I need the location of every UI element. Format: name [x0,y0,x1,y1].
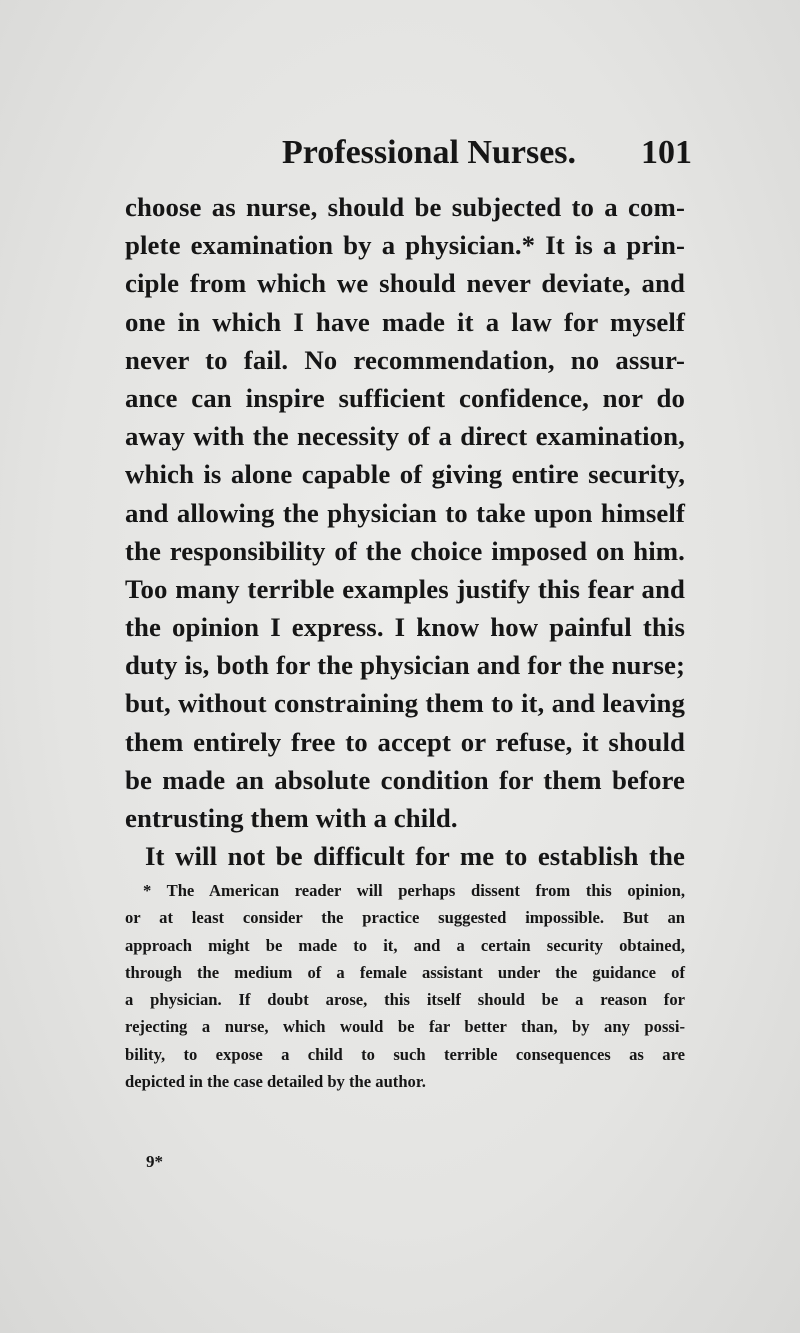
text-line: entrusting them with a child. [125,803,458,833]
text-line: the responsibility of the choice imposed on him. [125,535,685,566]
text-line: duty is, both for the physician and for the nurse; [125,650,685,681]
footnote-line: depicted in the case detailed by the author. [125,1072,426,1092]
page-number: 101 [641,134,692,171]
body-paragraphs [125,188,685,875]
text-line: never to fail. No recommendation, no assur- [125,344,685,375]
text-line: and allowing the physician to take upon himself [125,497,685,528]
text-line: It will not be difficult for me to establish the [145,841,685,872]
text-line: plete examination by a physician.* It is a prin- [125,230,685,261]
text-line: ciple from which we should never deviate, and [125,268,685,299]
text-line: ance can inspire sufficient confidence, nor do [125,382,685,413]
text-line: Too many terrible examples justify this fear and [125,573,685,604]
text-line: choose as nurse, should be subjected to a com- [125,192,685,222]
footnote-line: rejecting a nurse, which would be far better than, by any possi- [125,1017,685,1037]
text-line: away with the necessity of a direct examination, [125,421,685,452]
footnote-line: approach might be made to it, and a certain security obtained, [125,935,685,955]
footnote-line: * The American reader will perhaps dissent from this opinion, [143,881,685,900]
running-header [282,128,692,178]
footnote-line: bility, to expose a child to such terrible consequences as are [125,1044,685,1064]
signature-mark: 9* [146,1152,163,1171]
footnote-line: a physician. If doubt arose, this itself should be a reason for [125,990,685,1010]
text-line: them entirely free to accept or refuse, it should [125,726,685,757]
text-line: the opinion I express. I know how painful this [125,612,685,643]
text-line: be made an absolute condition for them before [125,764,685,795]
text-line: but, without constraining them to it, and leaving [125,688,685,719]
running-title: Professional Nurses. [282,134,577,171]
footnote [125,877,685,1095]
footnote-line: through the medium of a female assistant under the guidance of [125,962,685,982]
text-line: which is alone capable of giving entire security, [125,459,685,490]
footnote-line: or at least consider the practice suggested impossible. But an [125,908,685,928]
text-line: one in which I have made it a law for myself [125,306,685,337]
